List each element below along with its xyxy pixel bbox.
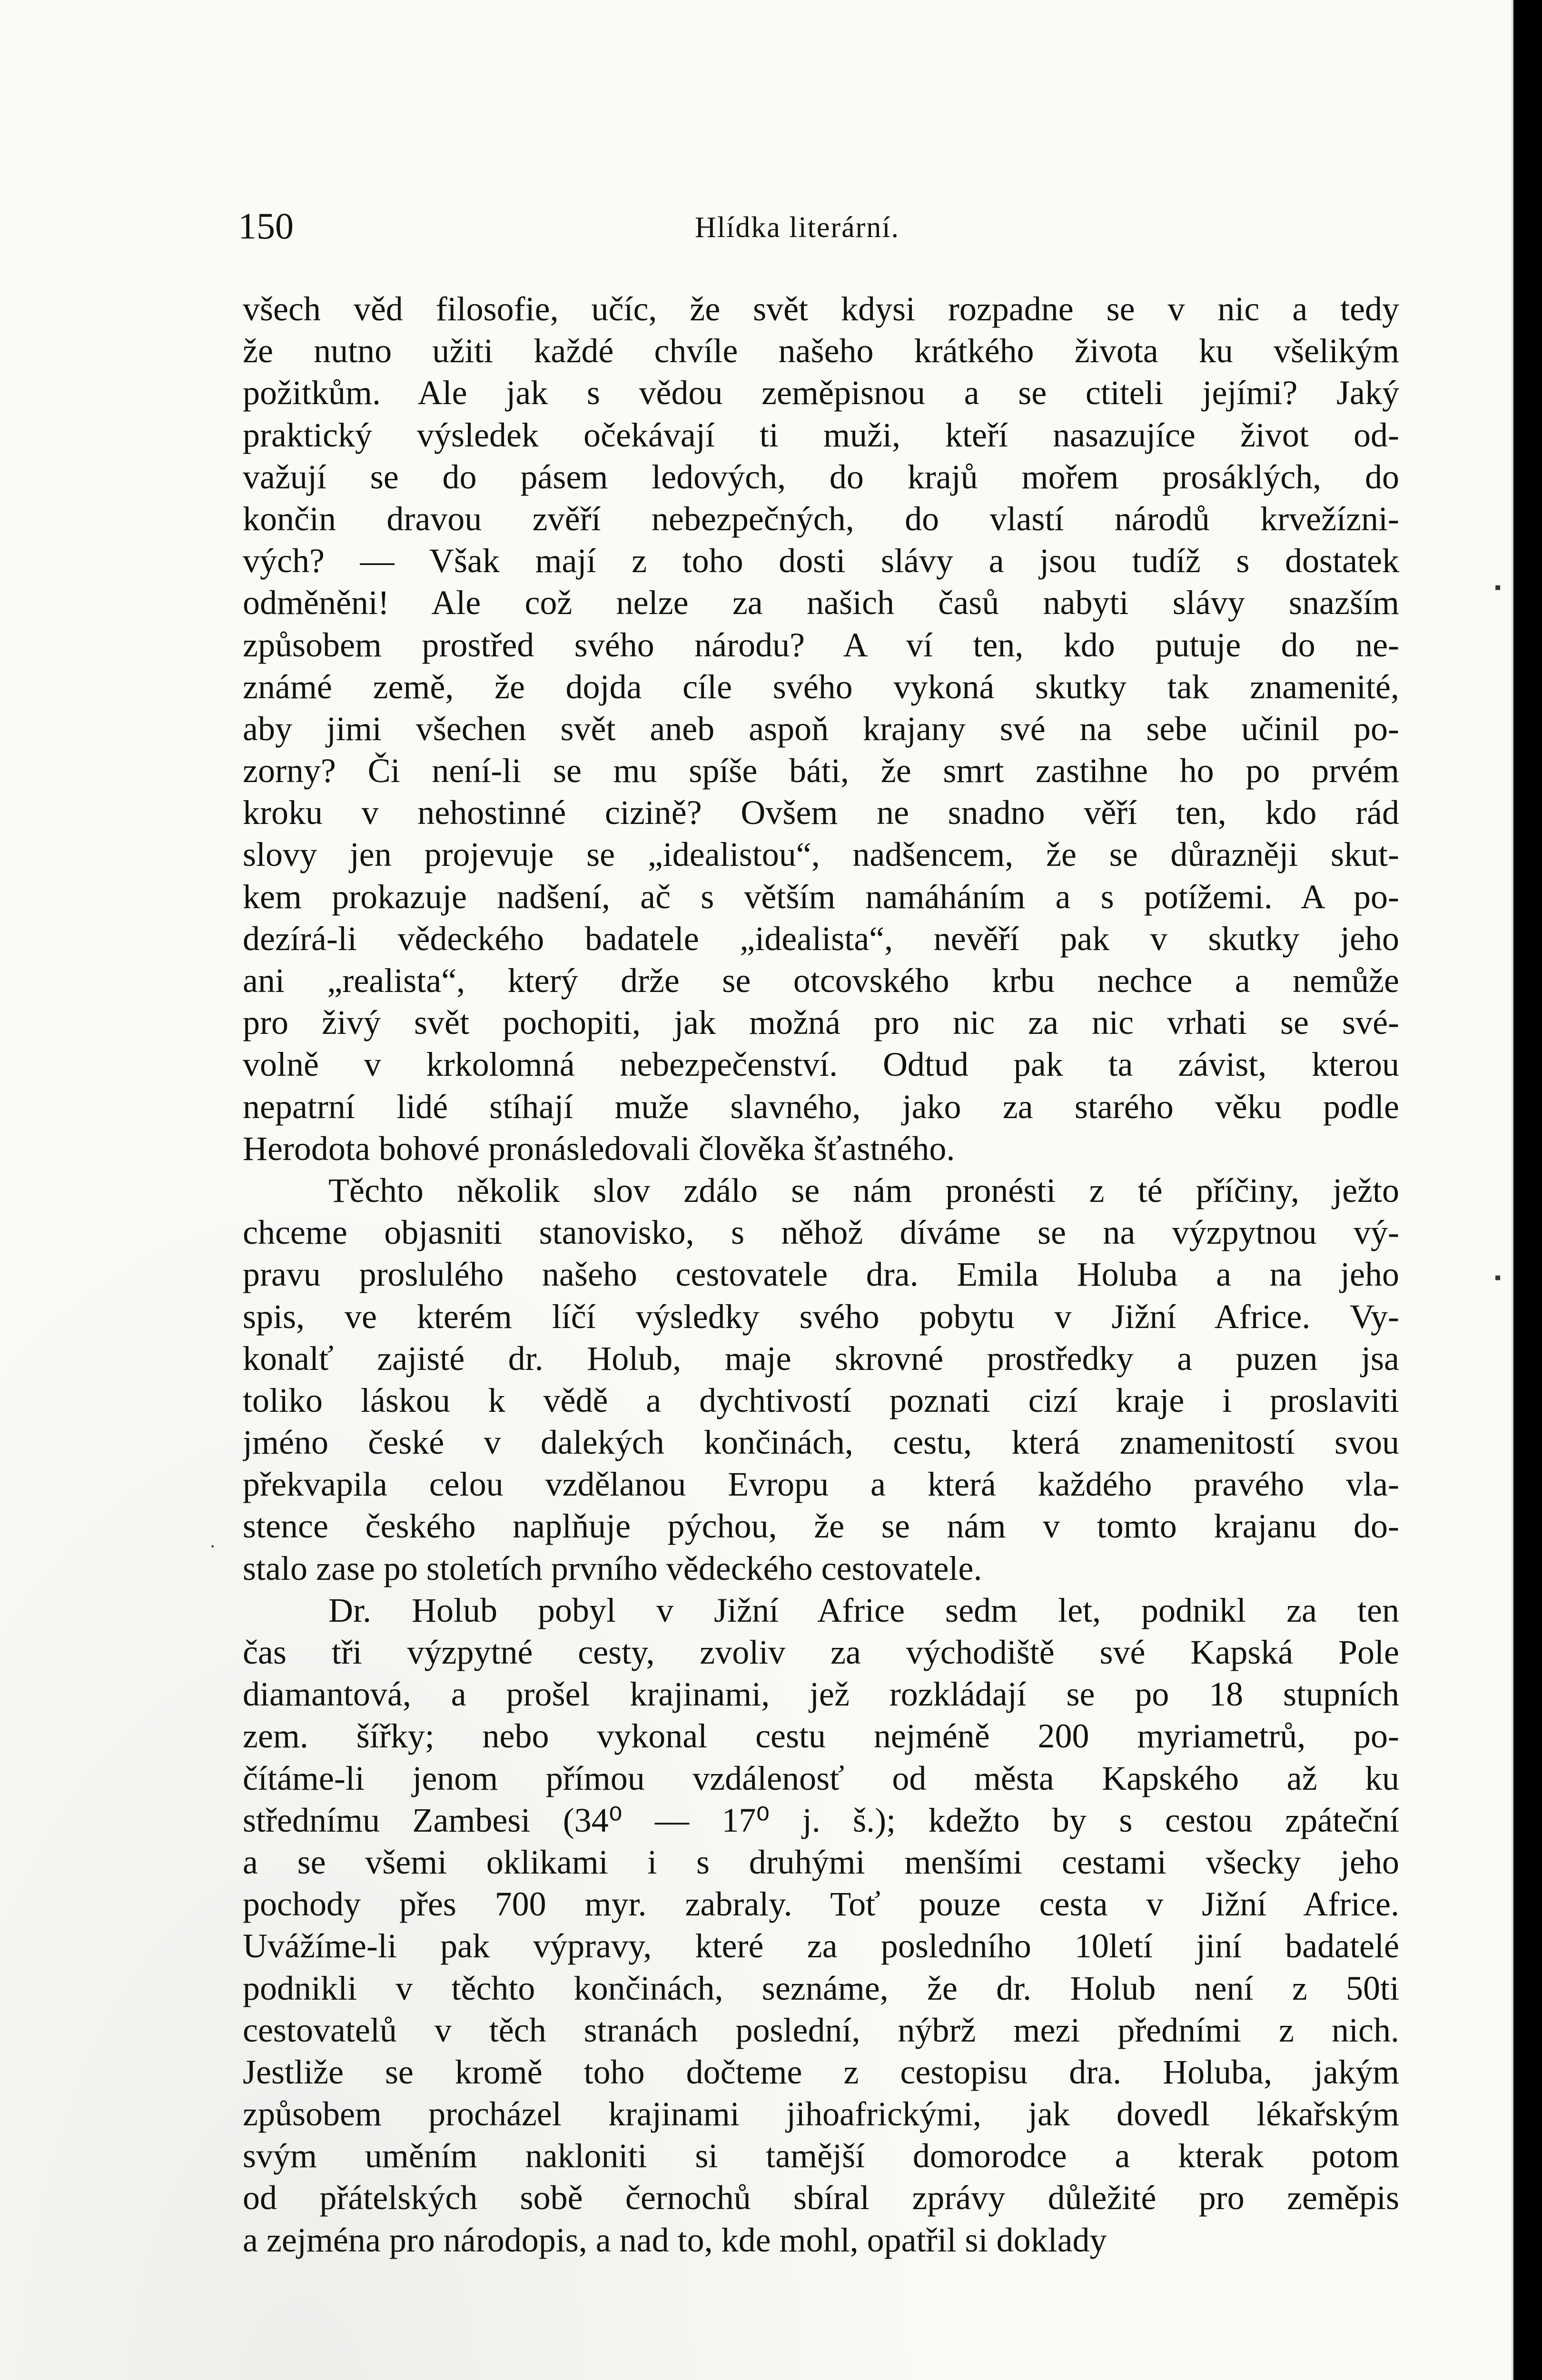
text-line: diamantová, a prošel krajinami, jež rozkládají se po 18 stupních xyxy=(243,1675,1399,1714)
text-line: dezírá-li vědeckého badatele „idealista“, nevěří pak v skutky jeho xyxy=(243,919,1399,958)
text-line: svým uměním nakloniti si tamější domorodce a kterak potom xyxy=(243,2137,1399,2175)
text-line: Dr. Holub pobyl v Jižní Africe sedm let, podnikl za ten xyxy=(328,1591,1399,1629)
text-line: Těchto několik slov zdálo se nám pronésti z té příčiny, ježto xyxy=(328,1171,1399,1210)
text-line: volně v krkolomná nebezpečenství. Odtud pak ta závist, kterou xyxy=(243,1045,1399,1084)
text-line: zem. šířky; nebo vykonal cestu nejméně 200 myriametrů, po- xyxy=(243,1717,1399,1755)
text-line: stalo zase po stoletích prvního vědeckého cestovatele. xyxy=(243,1549,982,1587)
text-line: Herodota bohové pronásledovali člověka šťastného. xyxy=(243,1129,955,1168)
text-line: Uvážíme-li pak výpravy, které za posledního 10letí jiní badatelé xyxy=(243,1927,1399,1965)
text-line: stence českého naplňuje pýchou, že se nám v tomto krajanu do- xyxy=(243,1507,1399,1546)
text-line: cestovatelů v těch stranách poslední, nýbrž mezi předními z nich. xyxy=(243,2011,1399,2049)
text-line: způsobem procházel krajinami jihoafrickými, jak dovedl lékařským xyxy=(243,2095,1399,2133)
text-line: Jestliže se kromě toho dočteme z cestopisu dra. Holuba, jakým xyxy=(243,2053,1399,2091)
text-line: aby jimi všechen svět aneb aspoň krajany své na sebe učinil po- xyxy=(243,709,1399,748)
page-header xyxy=(238,200,1399,252)
text-line: kroku v nehostinné cizině? Ovšem ne snadno věří ten, kdo rád xyxy=(243,793,1399,832)
text-line: všech věd filosofie, učíc, že svět kdysi rozpadne se v nic a tedy xyxy=(243,290,1399,328)
text-line: pro živý svět pochopiti, jak možná pro nic za nic vrhati se své- xyxy=(243,1003,1399,1042)
text-line: konalť zajisté dr. Holub, maje skrovné prostředky a puzen jsa xyxy=(243,1339,1399,1378)
text-line: a zejména pro národopis, a nad to, kde mohl, opatřil si doklady xyxy=(243,2221,1107,2259)
text-line: že nutno užiti každé chvíle našeho krátkého života ku všelikým xyxy=(243,332,1399,370)
text-line: nepatrní lidé stíhají muže slavného, jako za starého věku podle xyxy=(243,1087,1399,1126)
text-line: způsobem prostřed svého národu? A ví ten, kdo putuje do ne- xyxy=(243,625,1399,664)
text-line: slovy jen projevuje se „idealistou“, nadšencem, že se důrazněji skut- xyxy=(243,835,1399,874)
text-line: odměněni! Ale což nelze za našich časů nabyti slávy snazším xyxy=(243,584,1399,622)
text-line: toliko láskou k vědě a dychtivostí poznati cizí kraje i proslaviti xyxy=(243,1381,1399,1419)
text-line: važují se do pásem ledových, do krajů mořem prosáklých, do xyxy=(243,457,1399,496)
text-line: od přátelských sobě černochů sbíral zprávy důležité pro zeměpis xyxy=(243,2179,1399,2217)
text-line: pravu proslulého našeho cestovatele dra. Emila Holuba a na jeho xyxy=(243,1255,1399,1294)
text-line: končin dravou zvěří nebezpečných, do vlastí národů krvežízni- xyxy=(243,499,1399,538)
text-line: známé země, že dojda cíle svého vykoná skutky tak znamenité, xyxy=(243,667,1399,706)
body-text xyxy=(243,288,1399,2261)
scan-edge xyxy=(1513,0,1542,2380)
text-line: zorny? Či není-li se mu spíše báti, že smrt zastihne ho po prvém xyxy=(243,752,1399,790)
text-line: praktický výsledek očekávají ti muži, kteří nasazujíce život od- xyxy=(243,416,1399,454)
text-line: vých? — Však mají z toho dosti slávy a jsou tudíž s dostatek xyxy=(243,542,1399,580)
text-line: kem prokazuje nadšení, ač s větším namáháním a s potížemi. A po- xyxy=(243,877,1399,916)
text-line: spis, ve kterém líčí výsledky svého pobytu v Jižní Africe. Vy- xyxy=(243,1297,1399,1336)
running-title: Hlídka literární. xyxy=(695,211,900,244)
text-line: požitkům. Ale jak s vědou zeměpisnou a se ctiteli jejími? Jaký xyxy=(243,374,1399,412)
text-line: a se všemi oklikami i s druhými menšími cestami všecky jeho xyxy=(243,1843,1399,1881)
text-line: chceme objasniti stanovisko, s něhož díváme se na výzpytnou vý- xyxy=(243,1213,1399,1252)
scan-speck: · xyxy=(209,1536,216,1557)
text-line: pochody přes 700 myr. zabraly. Toť pouze cesta v Jižní Africe. xyxy=(243,1885,1399,1924)
scan-speck: ▪ xyxy=(1494,1267,1502,1288)
text-line: překvapila celou vzdělanou Evropu a která každého pravého vla- xyxy=(243,1465,1399,1504)
page-number: 150 xyxy=(238,205,294,247)
text-line: střednímu Zambesi (34⁰ — 17⁰ j. š.); kdežto by s cestou zpáteční xyxy=(243,1801,1399,1839)
text-line: jméno české v dalekých končinách, cestu, která znamenitostí svou xyxy=(243,1423,1399,1462)
text-line: podnikli v těchto končinách, seznáme, že dr. Holub není z 50ti xyxy=(243,1969,1399,2007)
text-line: čítáme-li jenom přímou vzdálenosť od města Kapského až ku xyxy=(243,1759,1399,1797)
text-line: ani „realista“, který drže se otcovského krbu nechce a nemůže xyxy=(243,962,1399,1000)
text-line: čas tři výzpytné cesty, zvoliv za východiště své Kapská Pole xyxy=(243,1633,1399,1671)
scan-speck: ▪ xyxy=(1494,576,1502,598)
